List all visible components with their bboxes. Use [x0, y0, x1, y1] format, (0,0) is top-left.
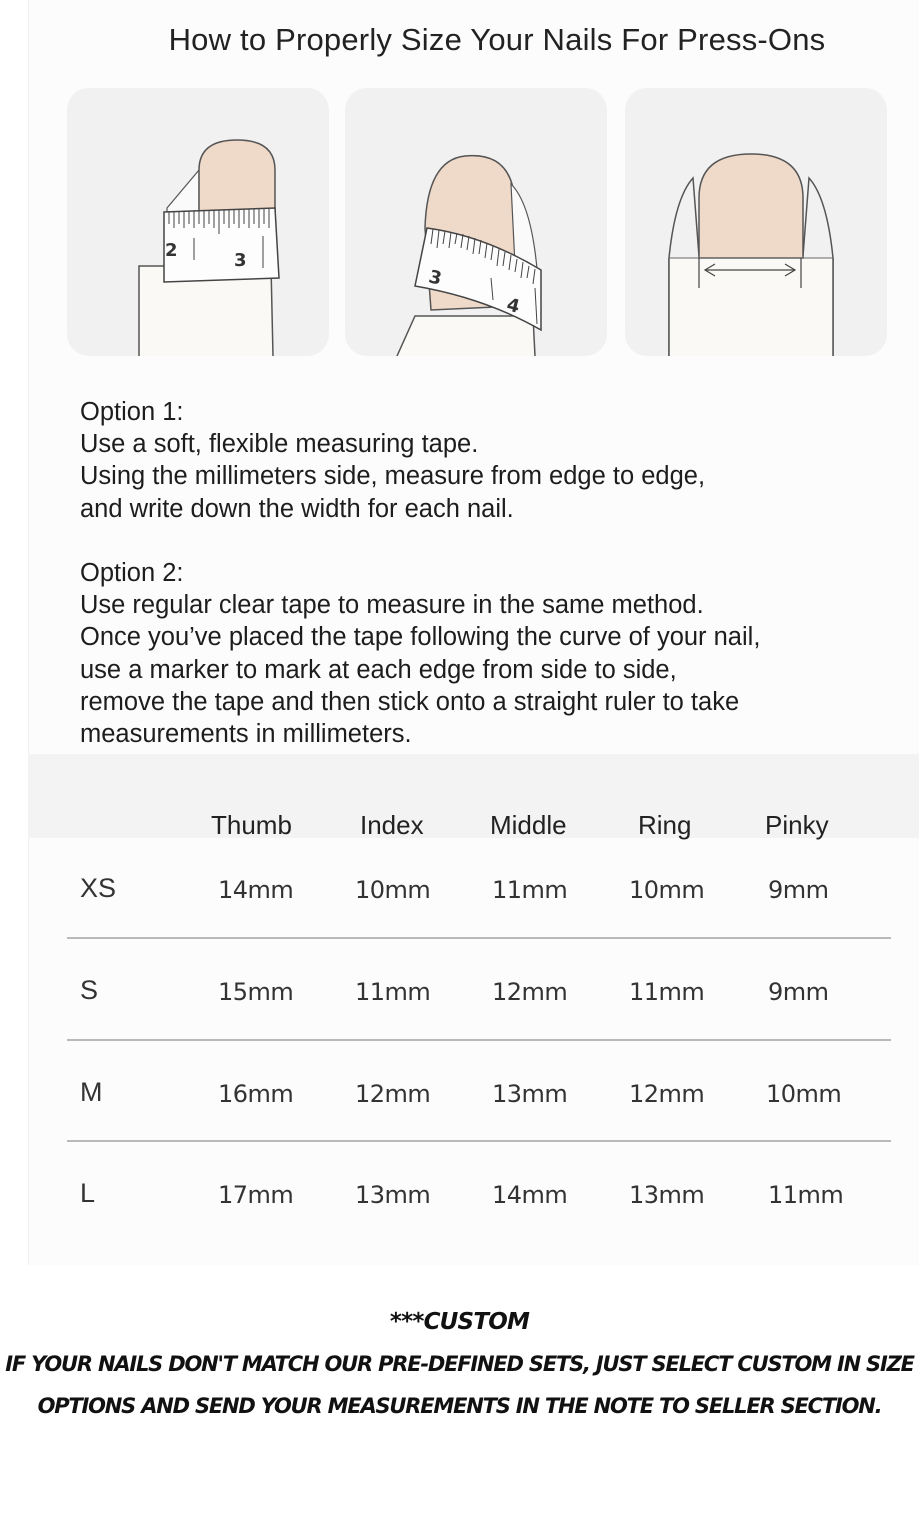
- table-cell: 13mm: [355, 1181, 431, 1209]
- table-cell: 14mm: [492, 1181, 568, 1209]
- row-divider: [67, 1140, 891, 1142]
- illustration-measure-tape-flat: [67, 88, 329, 356]
- table-cell: 15mm: [218, 978, 294, 1006]
- row-divider: [67, 1039, 891, 1041]
- table-cell: 16mm: [218, 1080, 294, 1108]
- finger-tape-flat-icon: [67, 88, 329, 356]
- custom-note-heading: ***CUSTOM: [389, 1309, 530, 1335]
- table-cell: 9mm: [768, 978, 829, 1006]
- table-cell: 11mm: [629, 978, 705, 1006]
- table-cell: 13mm: [492, 1080, 568, 1108]
- row-label-s: S: [80, 975, 99, 1005]
- column-header-index: Index: [360, 810, 424, 840]
- finger-tape-curved-icon: [345, 88, 607, 356]
- page-title: How to Properly Size Your Nails For Press-Ons: [168, 22, 826, 57]
- custom-note-line: IF YOUR NAILS DON'T MATCH OUR PRE-DEFINED SETS, JUST SELECT CUSTOM IN SIZE: [5, 1352, 914, 1376]
- table-cell: 10mm: [629, 876, 705, 904]
- nail-width-arrow-icon: [625, 88, 887, 356]
- option-2-line: measurements in millimeters.: [80, 720, 412, 749]
- tape-tick-label: 3: [234, 250, 247, 271]
- custom-note-line: OPTIONS AND SEND YOUR MEASUREMENTS IN THE NOTE TO SELLER SECTION.: [37, 1394, 882, 1418]
- illustration-nail-width: [625, 88, 887, 356]
- option-2-instructions: [80, 557, 760, 750]
- option-2-line: Once you’ve placed the tape following the curve of your nail,: [80, 623, 761, 652]
- option-1-instructions: [80, 396, 705, 525]
- table-cell: 14mm: [218, 876, 294, 904]
- table-cell: 17mm: [218, 1181, 294, 1209]
- table-cell: 11mm: [768, 1181, 844, 1209]
- option-1-line: Use a soft, flexible measuring tape.: [80, 430, 479, 459]
- table-cell: 12mm: [355, 1080, 431, 1108]
- table-cell: 12mm: [492, 978, 568, 1006]
- option-2-heading: Option 2:: [80, 559, 184, 587]
- option-2-line: use a marker to mark at each edge from side to side,: [80, 655, 677, 684]
- table-cell: 11mm: [492, 876, 568, 904]
- option-2-line: remove the tape and then stick onto a straight ruler to take: [80, 687, 740, 716]
- illustration-measure-tape-curved: [345, 88, 607, 356]
- table-cell: 11mm: [355, 978, 431, 1006]
- column-header-pinky: Pinky: [765, 810, 829, 840]
- row-label-m: M: [80, 1077, 103, 1107]
- column-header-ring: Ring: [638, 810, 692, 840]
- tape-tick-label: 2: [165, 240, 178, 261]
- row-label-xs: XS: [80, 873, 117, 903]
- table-cell: 9mm: [768, 876, 829, 904]
- tape-tick-label: 3: [426, 266, 444, 290]
- table-cell: 13mm: [629, 1181, 705, 1209]
- column-header-thumb: Thumb: [211, 810, 292, 840]
- table-cell: 10mm: [355, 876, 431, 904]
- option-1-line: and write down the width for each nail.: [80, 494, 514, 523]
- option-2-line: Use regular clear tape to measure in the same method.: [80, 591, 704, 620]
- column-header-middle: Middle: [490, 810, 567, 840]
- row-label-l: L: [80, 1178, 96, 1208]
- row-divider: [67, 937, 891, 939]
- table-cell: 12mm: [629, 1080, 705, 1108]
- option-1-line: Using the millimeters side, measure from edge to edge,: [80, 462, 706, 491]
- option-1-heading: Option 1:: [80, 398, 184, 426]
- table-cell: 10mm: [766, 1080, 842, 1108]
- tape-tick-label: 4: [504, 294, 522, 318]
